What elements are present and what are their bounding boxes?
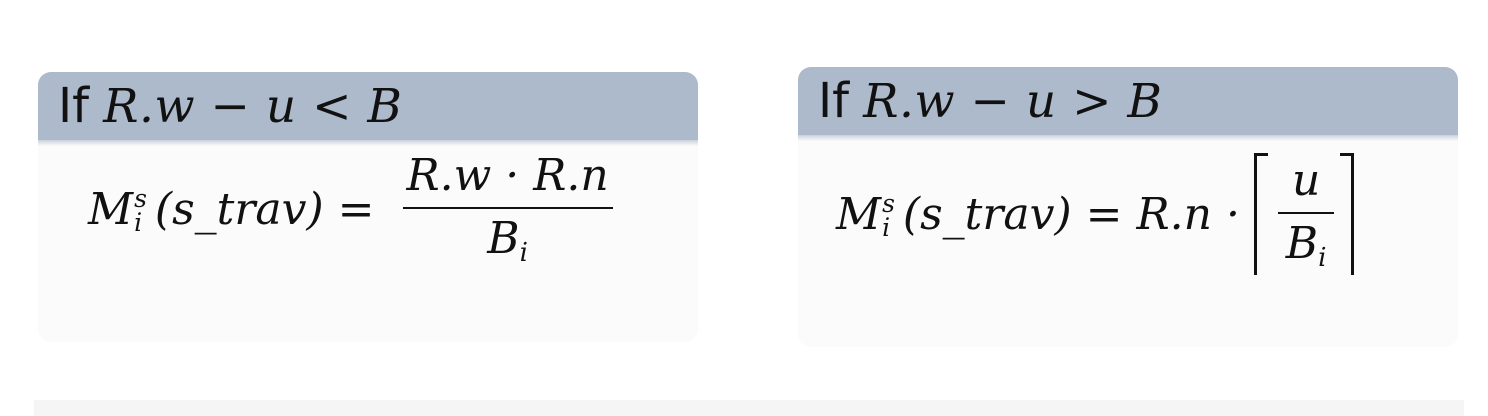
left-fraction-numerator: R.w · R.n xyxy=(403,150,613,209)
right-denominator-base: B xyxy=(1285,218,1319,269)
left-block-header xyxy=(38,72,698,140)
right-block-header xyxy=(798,67,1458,135)
left-formula-fraction xyxy=(403,150,613,268)
right-block-body xyxy=(798,135,1458,335)
left-fraction-denominator xyxy=(487,209,528,268)
right-condition-block xyxy=(798,67,1458,347)
left-formula-symbol: M xyxy=(88,183,134,235)
bottom-strip xyxy=(34,400,1464,416)
left-header-condition: R.w − u < B xyxy=(103,78,403,134)
left-header-if: If xyxy=(58,78,90,134)
right-denominator-sub: i xyxy=(1318,243,1327,273)
left-formula-superscript: s xyxy=(134,184,147,214)
left-denominator-sub: i xyxy=(519,238,528,268)
right-formula xyxy=(836,153,1354,275)
right-ceiling-bracket xyxy=(1340,153,1354,275)
right-formula-scripts xyxy=(882,189,895,242)
right-header-if: If xyxy=(818,73,850,129)
right-formula-subscript: i xyxy=(882,213,891,242)
left-condition-block xyxy=(38,72,698,342)
right-fraction-denominator xyxy=(1286,214,1327,273)
right-formula-symbol: M xyxy=(836,188,882,240)
right-formula-superscript: s xyxy=(882,189,895,219)
right-formula-equals: = xyxy=(1085,188,1123,240)
left-block-body xyxy=(38,140,698,340)
left-formula-equals: = xyxy=(337,183,375,235)
left-ceiling-bracket xyxy=(1254,153,1268,275)
left-formula-scripts xyxy=(134,184,147,237)
left-formula-argument: (s_trav) xyxy=(154,183,324,235)
right-formula-fraction xyxy=(1278,155,1334,273)
right-fraction-numerator: u xyxy=(1278,155,1334,214)
right-formula-factor: R.n · xyxy=(1136,188,1240,240)
right-formula-argument: (s_trav) xyxy=(902,188,1072,240)
left-formula-subscript: i xyxy=(134,208,143,237)
left-formula xyxy=(88,150,613,268)
right-header-condition: R.w − u > B xyxy=(863,73,1163,129)
left-denominator-base: B xyxy=(487,213,520,264)
